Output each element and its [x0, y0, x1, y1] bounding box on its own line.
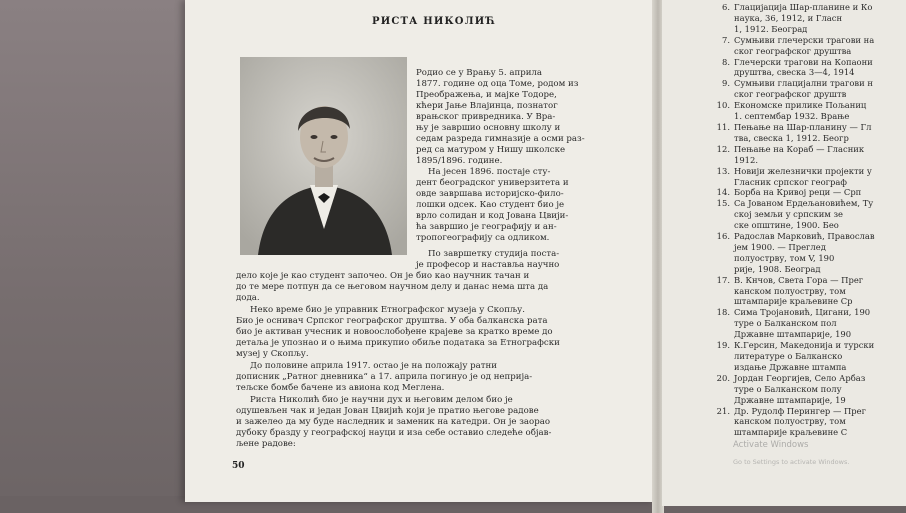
bio-line-14: врло солидан и код Јована Цвији-: [416, 211, 569, 221]
body-line-5: Био је оснивач Српског географског друштва. У оба балканска рата: [236, 316, 548, 326]
page-number: 50: [232, 461, 245, 471]
chapter-title: РИСТА НИКОЛИЋ: [372, 16, 497, 27]
background-surface: [0, 0, 200, 513]
body-line-9: До половине априла 1917. остао је на положају ратни: [250, 361, 497, 371]
bio-line-11: дент београдског универзитета и: [416, 178, 569, 188]
activation-watermark-subtitle: Go to Settings to activate Windows.: [733, 458, 850, 466]
list-item: 20. Јордан Георгијев, Село Арбаз: [716, 372, 866, 383]
body-line-16: љене радове:: [236, 439, 296, 449]
list-item: 17. В. Кнчов, Света Гора — Прег: [716, 274, 864, 285]
body-line-7: детаља је упознао и о њима прикупио обиље података за Етнографски: [236, 338, 560, 348]
bio-line-7: седам разреда гимназије а осми раз-: [416, 134, 585, 144]
portrait-photo: [240, 57, 407, 255]
bio-line-10: На јесен 1896. постаје сту-: [428, 167, 551, 177]
body-line-12: Риста Николић био је научни дух и његовим делом био је: [250, 395, 513, 405]
body-line-2: до те мере потпун да се његовом научном делу и данас нема шта да: [236, 282, 549, 292]
bio-line-13: лошки одсек. Као студент био је: [416, 200, 565, 210]
body-line-8: музеј у Скопљу.: [236, 349, 309, 359]
bio-line-16: тропогеографију са одликом.: [416, 233, 550, 243]
bio-line-5: врањског привредника. У Вра-: [416, 112, 556, 122]
bio-line-8: ред са матуром у Нишу школске: [416, 145, 566, 155]
publication-list: 6. Глацијација Шар-планине и Ко наука, 36, 1912, и Гласн 1, 1912. Београд 7. Сумњиви глечерски трагови на ског географског друштва 8. Глечерски трагови на Копаони друштва, свеска 3—4, 1914 9. Сумњиви глацијални трагови н ског географског друштв 10. Економске прилике Пољаниц 1. септембар 1932. Врање 11. Пењање на Шар-планину — Гл тва, свеска 1, 1912. Беогр 12. Пењање на Кораб — Гласник 1912. 13. Новији железнички пројекти у Гласник српског географ 14. Борба на Кривој реци — Срп 15. Са Јованом Ердељановићем, Ту ској земљи у српским зе ске општине, 1900. Бео 16. Радослав Марковић, Православ јем 1900. — Преглед полуострву, том V, 190 рије, 1908. Београд 17. В. Кнчов, Света Гора — Прег канском полуострву, том штампарије краљевине Ср 18. Сима Тројановић, Цигани, 190 туре о Балканском пол Државне штампарије, 190 19. К.Герсин, Македонија и турски литературе о Балканско издање Државне штампа 20. Јордан Георгијев, Село Арбаз туре о Балканском полу Државне штампарије, 19 21. Др. Рудолф Перингер — Прег канском полуострву, том штампарије краљевине С: [700, 0, 875, 438]
body-line-15: дубоку бразду у географској науци и иза себе оставио следеће објав-: [236, 428, 552, 438]
body-line-1: дело које је као студент започео. Он је био као научник тачан и: [236, 271, 530, 281]
bio-line-15: ћа завршио је географију и ан-: [416, 222, 557, 232]
bio-line-3: Преображења, и мајке Тодоре,: [416, 90, 557, 100]
list-item: 10. Економске прилике Пољаниц: [716, 100, 867, 111]
list-item: 6. Глацијација Шар-планине и Ко: [722, 2, 873, 12]
body-line-10: дописник „Ратног дневника“ а 17. априла погинуо је од неприја-: [236, 372, 533, 382]
bio-line-9: 1895/1896. године.: [416, 156, 503, 166]
bio-line-17: По завршетку студија поста-: [428, 249, 560, 259]
list-item: 8. Глечерски трагови на Копаони: [722, 56, 873, 67]
list-item: 16. Радослав Марковић, Православ: [716, 231, 875, 242]
body-line-6: био је активан учесник и новоослобођене крајеве за кратко време до: [236, 327, 553, 337]
body-line-4: Неко време био је управник Етнографског музеја у Скопљу.: [250, 305, 525, 315]
list-item: 11. Пењање на Шар-планину — Гл: [716, 121, 872, 132]
bio-line-1: Родио се у Врању 5. априла: [416, 68, 543, 78]
body-line-13: одушевљен чак и један Јован Цвијић који је пратио његове радове: [236, 406, 539, 416]
list-item: 19. К.Герсин, Македонија и турски: [716, 340, 875, 351]
bio-line-12: овде завршава историјско-фило-: [416, 189, 564, 199]
list-item: 13. Новији железнички пројекти у: [716, 165, 872, 176]
bio-line-4: кћери Јање Влајинца, познатог: [416, 101, 558, 111]
list-item: 12. Пењање на Кораб — Гласник: [716, 143, 865, 154]
body-line-3: дода.: [236, 293, 260, 303]
activation-watermark-title: Activate Windows: [733, 440, 809, 450]
portrait-illustration: [240, 57, 407, 255]
body-line-14: и зажелео да му буде наследник и заменик на катедри. Он је заорао: [236, 417, 550, 427]
list-item: 7. Сумњиви глечерски трагови на: [722, 34, 875, 45]
body-line-11: тељске бомбе бачене из авиона код Меглена.: [236, 383, 445, 393]
list-item: 18. Сима Тројановић, Цигани, 190: [716, 307, 871, 318]
bio-line-2: 1877. године од оца Томе, родом из: [416, 79, 579, 89]
list-item: 14. Борба на Кривој реци — Срп: [716, 187, 862, 198]
bio-line-18: је професор и наставља научно: [416, 260, 560, 270]
bio-line-6: њу је завршио основну школу и: [416, 123, 561, 133]
list-item: 15. Са Јованом Ердељановићем, Ту: [716, 198, 874, 209]
list-item: 9. Сумњиви глацијални трагови н: [722, 78, 873, 89]
list-item: 21. Др. Рудолф Перингер — Прег: [716, 405, 866, 416]
